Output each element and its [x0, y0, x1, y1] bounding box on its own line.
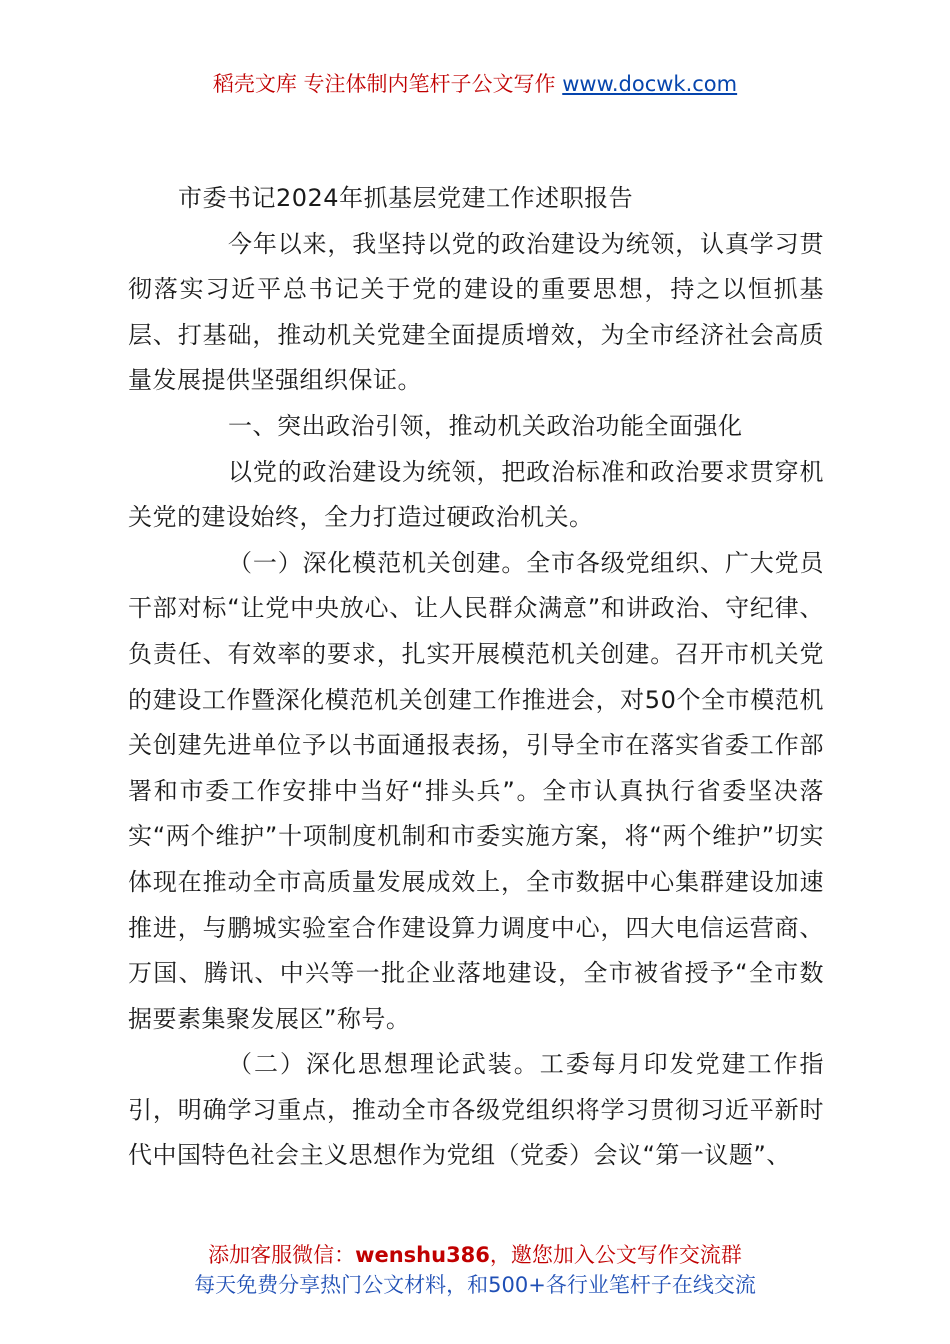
- paragraph-subsection-2: （二）深化思想理论武装。工委每月印发党建工作指引，明确学习重点，推动全市各级党组织将学习贯彻习近平新时代中国特色社会主义思想作为党组（党委）会议“第一议题”、: [128, 1050, 824, 1170]
- paragraph-subsection-1: （一）深化模范机关创建。全市各级党组织、广大党员干部对标“让党中央放心、让人民群众满意”和讲政治、守纪律、负责任、有效率的要求，扎实开展模范机关创建。召开市机关党的建设工作暨深化模范机关创建工作推进会，对50个全市模范机关创建先进单位予以书面通报表扬，引导全市在落实省委工作部署和市委工作安排中当好“排头兵”。全市认真执行省委坚决落实“两个维护”十项制度机制和市委实施方案，将“两个维护”切实体现在推动全市高质量发展成效上，全市数据中心集群建设加速推进，与鹏城实验室合作建设算力调度中心，四大电信运营商、万国、腾讯、中兴等一批企业落地建设，全市被省授予“全市数据要素集聚发展区”称号。: [128, 548, 824, 1033]
- header-url-link[interactable]: www.docwk.com: [562, 72, 738, 96]
- footer-wechat-suffix: ，邀您加入公文写作交流群: [489, 1243, 742, 1267]
- footer-wechat-id: wenshu386: [355, 1243, 490, 1267]
- paragraph-intro: 今年以来，我坚持以党的政治建设为统领，认真学习贯彻落实习近平总书记关于党的建设的重要思想，持之以恒抓基层、打基础，推动机关党建全面提质增效，为全市经济社会高质量发展提供坚强组织保证。: [128, 229, 824, 395]
- document-body: [128, 176, 824, 1179]
- paragraph-section-1-intro: 以党的政治建设为统领，把政治标准和政治要求贯穿机关党的建设始终，全力打造过硬政治机关。: [128, 457, 824, 532]
- footer-line-2: 每天免费分享热门公文材料，和500+各行业笔杆子在线交流: [194, 1273, 756, 1297]
- document-title: 市委书记2024年抓基层党建工作述职报告: [178, 184, 634, 212]
- header-brand: 稻壳文库 专注体制内笔杆子公文写作: [212, 72, 556, 96]
- section-heading-1: 一、突出政治引领，推动机关政治功能全面强化: [228, 411, 743, 440]
- page-header: [0, 68, 950, 100]
- page-footer: [0, 1240, 950, 1300]
- footer-wechat-prefix: 添加客服微信：: [208, 1243, 356, 1267]
- footer-line-1: [0, 1240, 950, 1270]
